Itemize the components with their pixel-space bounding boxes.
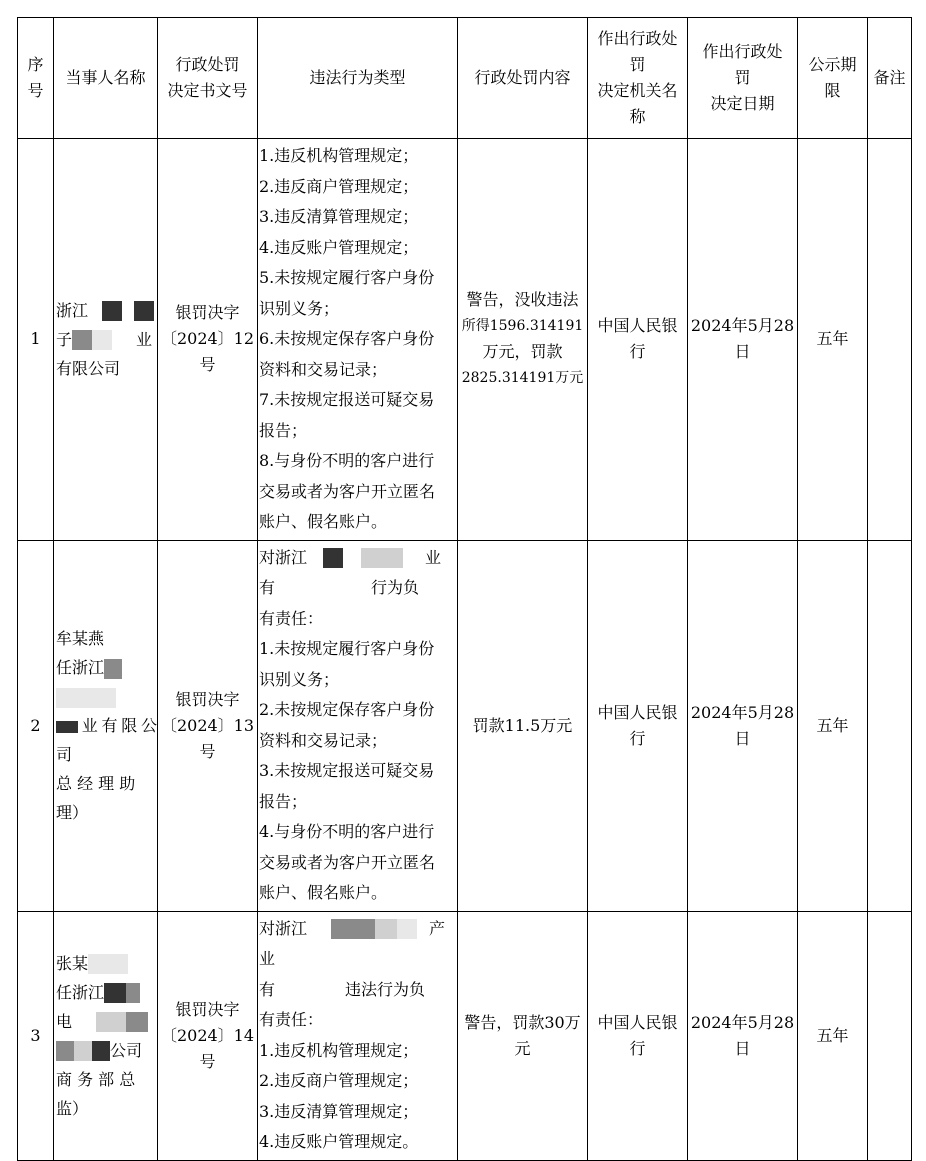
redaction [56, 1041, 74, 1061]
header-content: 行政处罚内容 [458, 18, 588, 139]
header-date: 作出行政处 罚 决定日期 [688, 18, 798, 139]
cell-seq: 1 [18, 139, 54, 541]
cell-doc-no: 银罚决字 〔2024〕12 号 [158, 139, 258, 541]
redaction [56, 688, 116, 708]
header-authority: 作出行政处 罚 决定机关名 称 [588, 18, 688, 139]
redaction [397, 919, 417, 939]
cell-authority: 中国人民银 行 [588, 540, 688, 911]
header-party: 当事人名称 [54, 18, 158, 139]
penalty-table [17, 17, 912, 1161]
header-doc-no: 行政处罚 决定书文号 [158, 18, 258, 139]
cell-date: 2024年5月28 日 [688, 911, 798, 1160]
header-period: 公示期 限 [798, 18, 868, 139]
redaction [361, 548, 403, 568]
redaction [56, 721, 78, 733]
cell-party: 张某 任浙江 电 公司 商 务 部 总 监） [54, 911, 158, 1160]
redaction [96, 1012, 126, 1032]
cell-date: 2024年5月28 日 [688, 139, 798, 541]
redaction [331, 919, 355, 939]
cell-period: 五年 [798, 540, 868, 911]
cell-remark [868, 911, 912, 1160]
cell-doc-no: 银罚决字 〔2024〕13 号 [158, 540, 258, 911]
header-seq: 序 号 [18, 18, 54, 139]
cell-content: 警告，没收违法 所得1596.314191 万元，罚款 2825.314191万元 [458, 139, 588, 541]
redaction [323, 548, 343, 568]
header-remark: 备注 [868, 18, 912, 139]
redaction [134, 301, 154, 321]
redaction [126, 983, 140, 1003]
cell-period: 五年 [798, 139, 868, 541]
table-row [18, 139, 912, 541]
header-violation: 违法行为类型 [258, 18, 458, 139]
table-row [18, 540, 912, 911]
cell-party: 浙江 子 业 有限公司 [54, 139, 158, 541]
table-header-row [18, 18, 912, 139]
redaction [92, 1041, 110, 1061]
redaction [102, 301, 122, 321]
cell-violation: 1.违反机构管理规定； 2.违反商户管理规定； 3.违反清算管理规定； 4.违反账户管理规定； 5.未按规定履行客户身份 识别义务； 6.未按规定保存客户身份 资料和交易记录； 7.未按规定报送可疑交易 报告； 8.与身份不明的客户进行 交易或者为客户开立匿名 账户、假名账户。 [258, 139, 458, 541]
cell-seq: 3 [18, 911, 54, 1160]
cell-content: 警告，罚款30万 元 [458, 911, 588, 1160]
redaction [355, 919, 375, 939]
cell-doc-no: 银罚决字 〔2024〕14 号 [158, 911, 258, 1160]
redaction [72, 330, 92, 350]
cell-violation: 对浙江 业 有 行为负 有责任： 1.未按规定履行客户身份 识别义务； 2.未按规定保存客户身份 资料和交易记录； 3.未按规定报送可疑交易 报告； 4.与身份不明的客户进行 交易或者为客户开立匿名 账户、假名账户。 [258, 540, 458, 911]
cell-content: 罚款11.5万元 [458, 540, 588, 911]
redaction [375, 919, 397, 939]
redaction [104, 659, 122, 679]
cell-authority: 中国人民银 行 [588, 139, 688, 541]
cell-remark [868, 540, 912, 911]
cell-date: 2024年5月28 日 [688, 540, 798, 911]
cell-seq: 2 [18, 540, 54, 911]
redaction [74, 1041, 92, 1061]
redaction [88, 954, 128, 974]
cell-remark [868, 139, 912, 541]
redaction [104, 983, 126, 1003]
redaction [92, 330, 112, 350]
redaction [126, 1012, 148, 1032]
cell-party: 牟某燕 任浙江 业有限公司 总 经 理 助 理） [54, 540, 158, 911]
cell-period: 五年 [798, 911, 868, 1160]
table-row [18, 911, 912, 1160]
cell-authority: 中国人民银 行 [588, 911, 688, 1160]
cell-violation: 对浙江 产业 有 违法行为负 有责任： 1.违反机构管理规定； 2.违反商户管理规定； 3.违反清算管理规定； 4.违反账户管理规定。 [258, 911, 458, 1160]
